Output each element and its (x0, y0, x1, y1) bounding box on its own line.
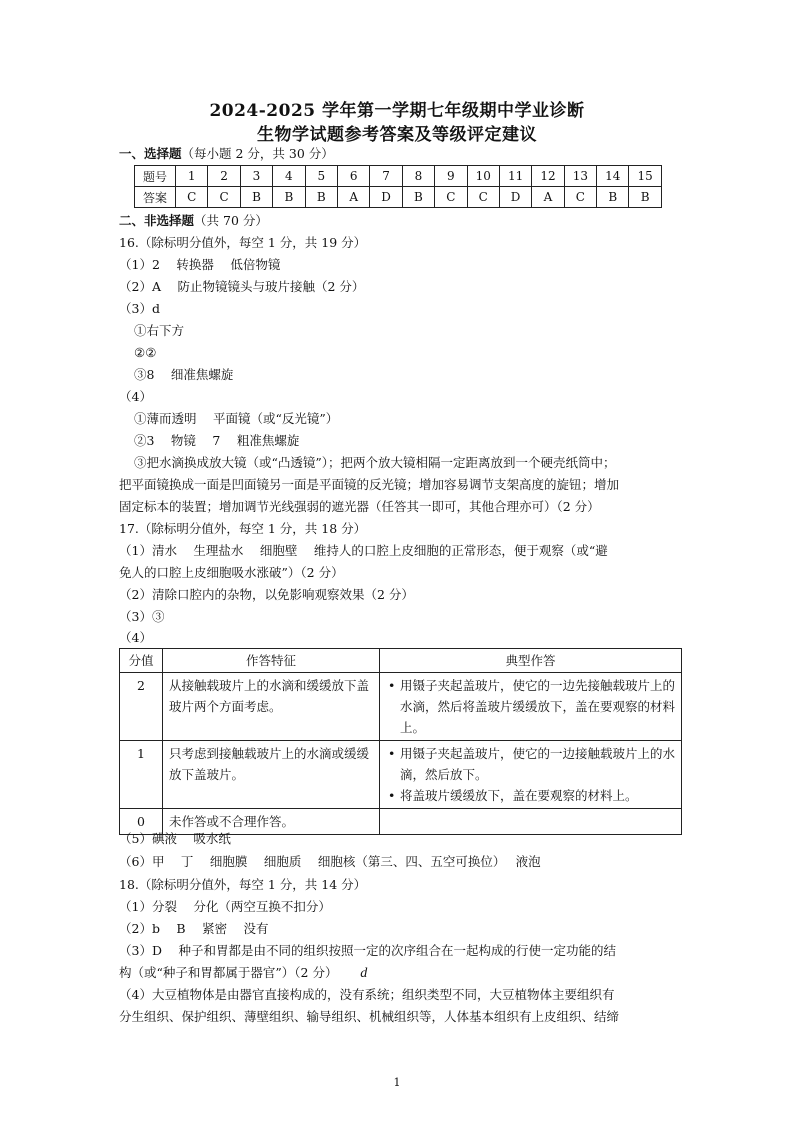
answer-line: （4） (119, 389, 152, 404)
question-number: 1 (176, 166, 208, 187)
answer-line: 把平面镜换成一面是凹面镜另一面是平面镜的反光镜；增加容易调节支架高度的旋钮；增加 (119, 477, 620, 492)
page-title: 2024-2025 学年第一学期七年级期中学业诊断 (209, 101, 585, 121)
rubric-feature: 从接触载玻片上的水滴和缓缓放下盖玻片两个方面考虑。 (163, 673, 380, 741)
rubric-score: 0 (120, 809, 163, 835)
section-1-title: 一、选择题 (119, 146, 182, 161)
rubric-header: 作答特征 (163, 649, 380, 673)
answer-line: （2）清除口腔内的杂物，以免影响观察效果（2 分） (119, 587, 414, 602)
answer-variable: d (360, 966, 368, 981)
answer-cell: A (532, 187, 564, 208)
question-number: 10 (467, 166, 499, 187)
answer-row (135, 187, 662, 208)
question-number: 3 (240, 166, 272, 187)
rubric-answer-item: • 用镊子夹起盖玻片，使它的一边先接触载玻片上的水滴，然后将盖玻片缓缓放下，盖在要观察的材料上。 (400, 675, 675, 738)
section-2-note: （共 70 分） (194, 213, 268, 228)
rubric-feature: 未作答或不合理作答。 (163, 809, 380, 835)
page-subtitle: 生物学试题参考答案及等级评定建议 (257, 125, 537, 145)
question-number-row (135, 166, 662, 187)
rubric-header-row (120, 649, 682, 673)
rubric-answers (380, 741, 682, 809)
rubric-answers (380, 673, 682, 741)
answer-line: ③把水滴换成放大镜（或“凸透镜”）；把两个放大镜相隔一定距离放到一个硬壳纸筒中； (134, 455, 616, 470)
rubric-header: 典型作答 (380, 649, 682, 673)
rubric-header: 分值 (120, 649, 163, 673)
section-2-heading (119, 212, 268, 230)
row-label: 题号 (135, 166, 176, 187)
question-16-header: 16.（除标明分值外，每空 1 分，共 19 分） (119, 235, 367, 250)
question-number: 12 (532, 166, 564, 187)
section-2-title: 二、非选择题 (119, 213, 195, 228)
question-number: 15 (629, 166, 661, 187)
answer-cell: B (240, 187, 272, 208)
answer-text: 构（或“种子和胃都属于器官”）（2 分） (119, 965, 332, 980)
question-number: 4 (273, 166, 305, 187)
section-1-heading (119, 145, 334, 163)
question-number: 11 (499, 166, 531, 187)
question-number: 7 (370, 166, 402, 187)
answer-cell: B (305, 187, 337, 208)
answer-line: （2）b B 紧密 没有 (119, 921, 269, 936)
answer-line: （1）分裂 分化（两空互换不扣分） (119, 899, 331, 914)
section-1-note: （每小题 2 分，共 30 分） (181, 146, 334, 161)
rubric-score: 1 (120, 741, 163, 809)
answer-line: 分生组织、保护组织、薄壁组织、输导组织、机械组织等，人体基本组织有上皮组织、结缔 (119, 1009, 620, 1024)
page-number: 1 (393, 1076, 401, 1089)
answer-cell: D (370, 187, 402, 208)
answer-cell: C (435, 187, 467, 208)
rubric-answer-item: • 将盖玻片缓缓放下，盖在要观察的材料上。 (400, 785, 675, 806)
answer-cell: C (208, 187, 240, 208)
answer-line: （4）大豆植物体是由器官直接构成的，没有系统；组织类型不同，大豆植物体主要组织有 (119, 987, 615, 1002)
question-number: 14 (597, 166, 629, 187)
answer-line (119, 964, 367, 983)
question-number: 9 (435, 166, 467, 187)
rubric-answers (380, 809, 682, 835)
rubric-row (120, 673, 682, 741)
answer-cell: C (176, 187, 208, 208)
answer-line: ②② (134, 345, 157, 360)
answer-line: （3）③ (119, 609, 165, 624)
answer-line: （1）2 转换器 低倍物镜 (119, 257, 281, 272)
answer-line: ①薄而透明 平面镜（或“反光镜”） (134, 411, 339, 426)
answer-line: （3）d (119, 301, 160, 316)
question-number: 5 (305, 166, 337, 187)
question-number: 6 (337, 166, 369, 187)
question-number: 2 (208, 166, 240, 187)
question-number: 13 (564, 166, 596, 187)
question-17-header: 17.（除标明分值外，每空 1 分，共 18 分） (119, 521, 367, 536)
rubric-feature: 只考虑到接触载玻片上的水滴或缓缓放下盖玻片。 (163, 741, 380, 809)
row-label: 答案 (135, 187, 176, 208)
rubric-row (120, 741, 682, 809)
question-number: 8 (402, 166, 434, 187)
rubric-score: 2 (120, 673, 163, 741)
answer-cell: C (564, 187, 596, 208)
answer-line: （4） (119, 630, 152, 645)
answer-cell: D (499, 187, 531, 208)
answer-cell: B (629, 187, 661, 208)
answer-line: （2）A 防止物镜镜头与玻片接触（2 分） (119, 279, 365, 294)
answer-line: 免人的口腔上皮细胞吸水涨破”）（2 分） (119, 565, 344, 580)
rubric-answer-item: • 用镊子夹起盖玻片，使它的一边接触载玻片上的水滴，然后放下。 (400, 743, 675, 785)
answer-line: （6）甲 丁 细胞膜 细胞质 细胞核（第三、四、五空可换位） 液泡 (119, 854, 541, 869)
multiple-choice-answer-table (134, 165, 662, 208)
question-18-header: 18.（除标明分值外，每空 1 分，共 14 分） (119, 877, 367, 892)
answer-line: ③8 细准焦螺旋 (134, 367, 234, 382)
answer-cell: B (273, 187, 305, 208)
answer-line: ①右下方 (134, 323, 185, 338)
answer-line: （5）碘液 吸水纸 (119, 831, 231, 846)
answer-line: 固定标本的装置；增加调节光线强弱的遮光器（任答其一即可，其他合理亦可）（2 分） (119, 499, 600, 514)
answer-line: （3）D 种子和胃都是由不同的组织按照一定的次序组合在一起构成的行使一定功能的结 (119, 943, 616, 958)
answer-cell: B (597, 187, 629, 208)
grading-rubric-table (119, 648, 682, 835)
answer-cell: A (337, 187, 369, 208)
answer-line: （1）清水 生理盐水 细胞壁 维持人的口腔上皮细胞的正常形态，便于观察（或“避 (119, 543, 608, 558)
answer-line: ②3 物镜 7 粗准焦螺旋 (134, 433, 300, 448)
answer-cell: C (467, 187, 499, 208)
answer-cell: B (402, 187, 434, 208)
